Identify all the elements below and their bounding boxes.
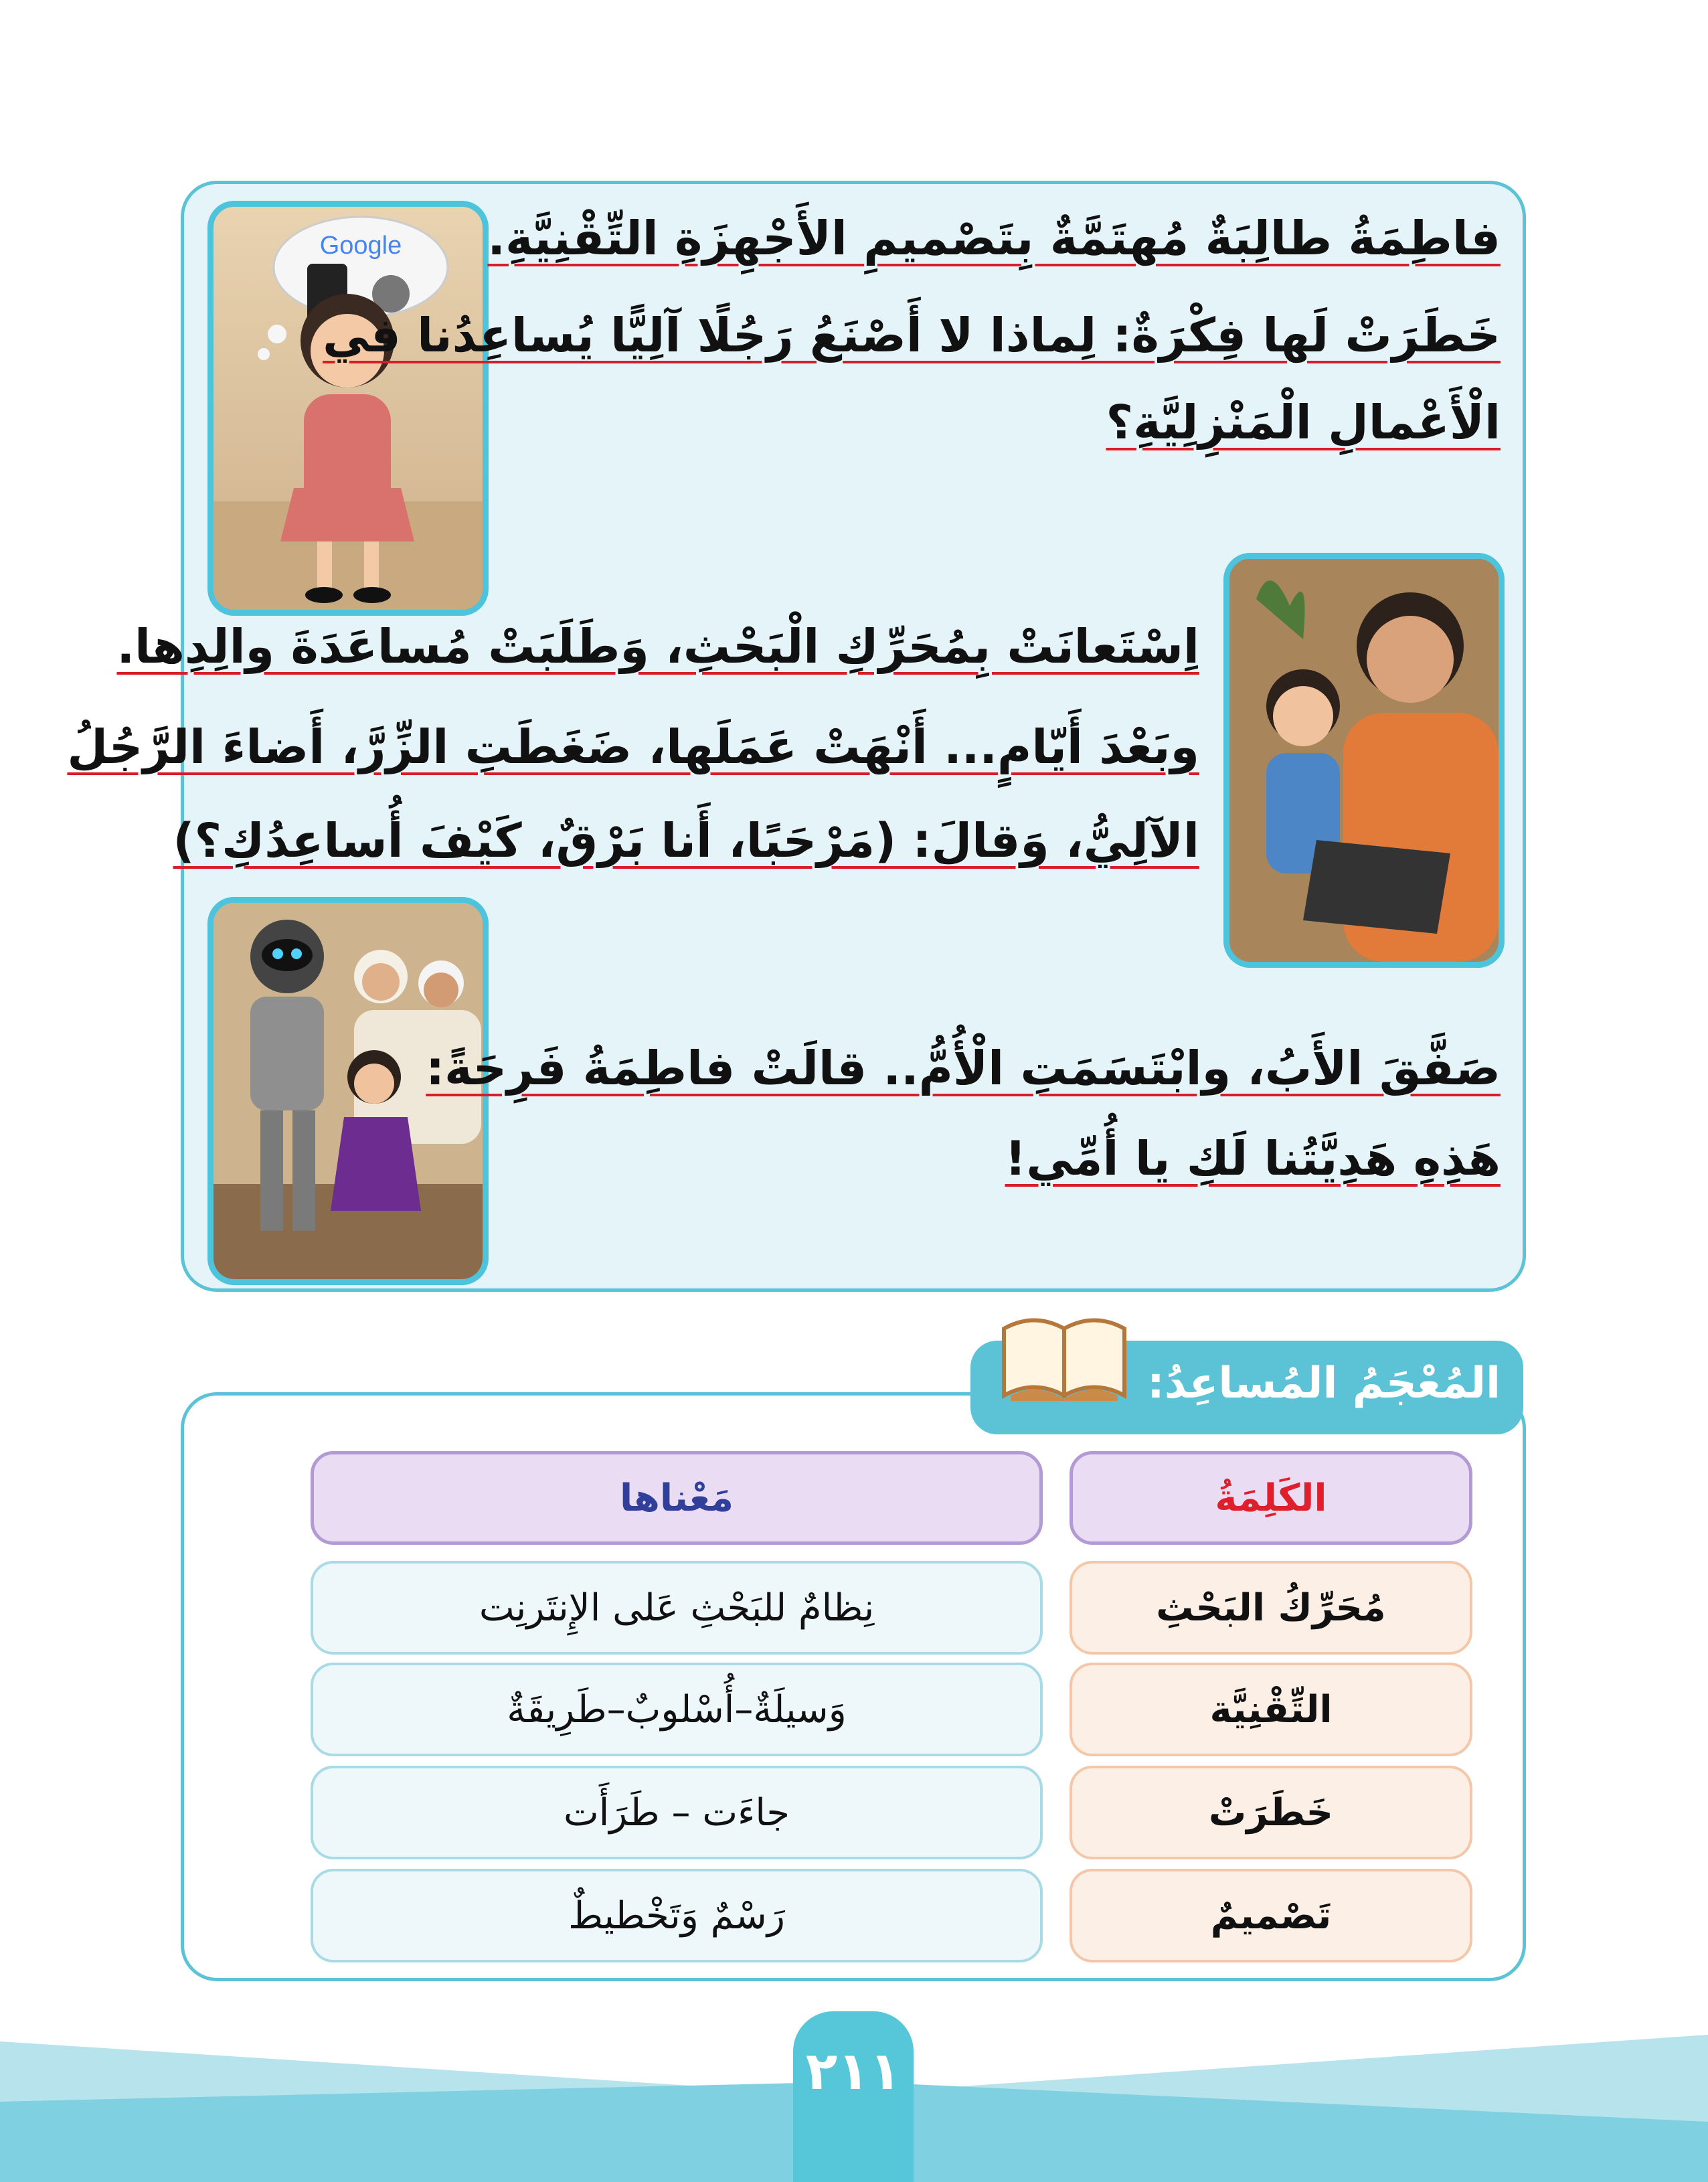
header-word: الكَلِمَةُ bbox=[1070, 1451, 1472, 1545]
page-number: ٢١١ bbox=[793, 2011, 914, 2182]
story-line-3: الْأَعْمالِ الْمَنْزِلِيَّةِ؟ bbox=[1106, 395, 1501, 450]
dict-word-1: مُحَرِّكُ البَحْثِ bbox=[1070, 1561, 1472, 1655]
google-logo-text: Google bbox=[319, 232, 402, 260]
dictionary-title: المُعْجَمُ المُساعِدُ: bbox=[1147, 1359, 1501, 1408]
father-daughter-laptop-illustration bbox=[1223, 553, 1505, 968]
open-book-icon bbox=[997, 1309, 1131, 1402]
header-meaning: مَعْناها bbox=[311, 1451, 1043, 1545]
dict-meaning-1: نِظامٌ للبَحْثِ عَلى الإِنتَرنِت bbox=[311, 1561, 1043, 1655]
story-line-7: صَفَّقَ الأَبُ، وابْتَسَمَتِ الْأُمُّ.. قالَتْ فاطِمَةُ فَرِحَةً: bbox=[426, 1041, 1501, 1096]
story-line-2: خَطَرَتْ لَها فِكْرَةٌ: لِماذا لا أَصْنَعُ رَجُلًا آلِيًّا يُساعِدُنا في bbox=[323, 308, 1501, 363]
dict-word-3: خَطَرَتْ bbox=[1070, 1766, 1472, 1859]
dict-meaning-4: رَسْمٌ وَتَخْطيطٌ bbox=[311, 1869, 1043, 1962]
story-line-4: اِسْتَعانَتْ بِمُحَرِّكِ الْبَحْثِ، وَطَلَبَتْ مُساعَدَةَ والِدِها. bbox=[116, 619, 1199, 674]
story-line-8: هَذِهِ هَدِيَّتُنا لَكِ يا أُمِّي! bbox=[1005, 1131, 1501, 1186]
story-line-1: فاطِمَةُ طالِبَةٌ مُهتَمَّةٌ بِتَصْميمِ الأَجْهِزَةِ التِّقْنِيَّةِ. bbox=[487, 211, 1501, 266]
dict-meaning-3: جاءَت – طَرَأَت bbox=[311, 1766, 1043, 1859]
dict-word-2: التِّقْنِيَّة bbox=[1070, 1663, 1472, 1756]
dict-meaning-2: وَسيلَةٌ–أُسْلوبٌ–طَرِيقَةٌ bbox=[311, 1663, 1043, 1756]
story-line-6: الآلِيُّ، وَقالَ: (مَرْحَبًا، أَنا بَرْقٌ، كَيْفَ أُساعِدُكِ؟) bbox=[173, 813, 1199, 868]
story-line-5: وبَعْدَ أَيّامٍ... أَنْهَتْ عَمَلَها، ضَغَطَتِ الزِّرَّ، أَضاءَ الرَّجُلُ bbox=[67, 720, 1199, 774]
girl-thinking-illustration bbox=[207, 201, 489, 616]
dict-word-4: تَصْميمٌ bbox=[1070, 1869, 1472, 1962]
